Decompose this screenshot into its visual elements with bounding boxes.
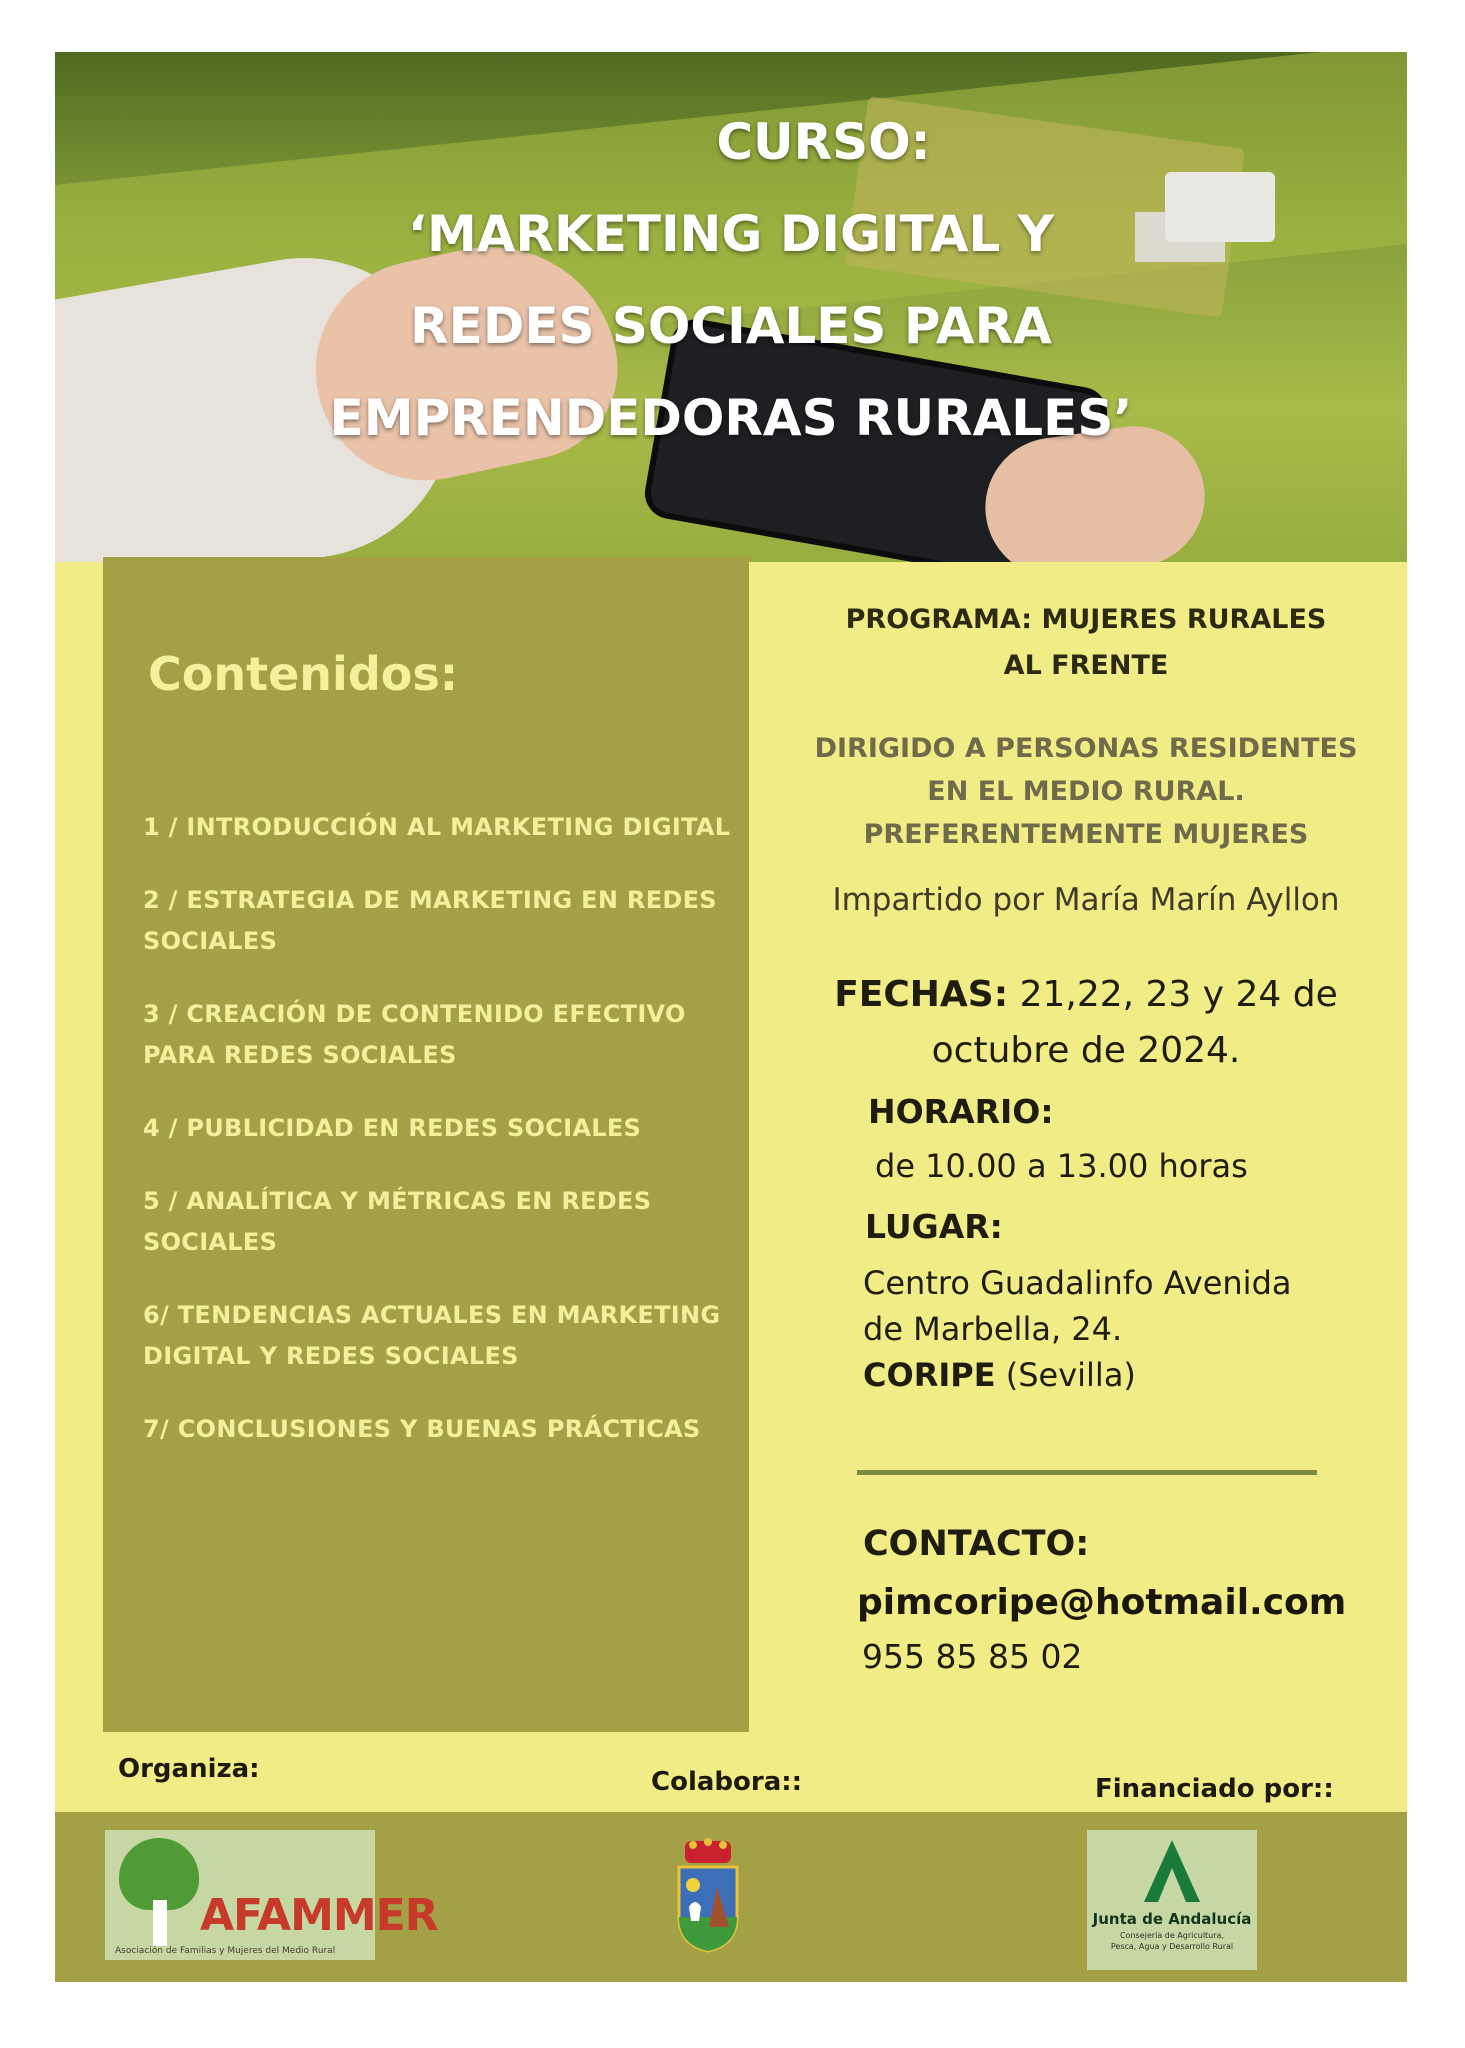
divider — [857, 1470, 1317, 1475]
contents-heading: Contenidos: — [148, 647, 459, 701]
program-name — [765, 597, 1407, 689]
collaborator-label: Colabora:: — [651, 1767, 803, 1797]
contents-item: 1 / INTRODUCCIÓN AL MARKETING DIGITAL — [143, 813, 731, 841]
place-label: LUGAR: — [865, 1207, 1003, 1246]
footer-logos — [55, 1812, 1407, 1982]
tree-trunk — [153, 1900, 167, 1946]
header-photo — [55, 52, 1407, 562]
course-title — [55, 96, 1407, 464]
contents-panel — [103, 557, 749, 1732]
contents-item: 6/ TENDENCIAS ACTUALES EN MARKETING DIGITAL Y REDES SOCIALES — [143, 1301, 721, 1370]
town-name: CORIPE — [863, 1356, 996, 1394]
junta-andalucia-icon — [1142, 1838, 1202, 1904]
contents-item: 3 / CREACIÓN DE CONTENIDO EFECTIVO PARA REDES SOCIALES — [143, 1000, 686, 1069]
schedule-value: de 10.00 a 13.00 horas — [875, 1147, 1248, 1185]
junta-andalucia-name: Junta de Andalucía — [1092, 1910, 1252, 1928]
coripe-coat-of-arms-icon — [673, 1837, 743, 1955]
contents-item: 5 / ANALÍTICA Y MÉTRICAS EN REDES SOCIALES — [143, 1187, 652, 1256]
junta-andalucia-logo — [1087, 1830, 1257, 1970]
audience-line-1: DIRIGIDO A PERSONAS RESIDENTES — [814, 733, 1358, 764]
program-line-2: AL FRENTE — [1003, 650, 1169, 681]
program-line-1: PROGRAMA: MUJERES RURALES — [845, 604, 1327, 635]
audience-line-2: EN EL MEDIO RURAL. — [927, 776, 1245, 807]
funder-label: Financiado por:: — [1095, 1774, 1334, 1804]
organizer-label: Organiza: — [118, 1754, 260, 1784]
contents-item: 7/ CONCLUSIONES Y BUENAS PRÁCTICAS — [143, 1415, 701, 1443]
contact-phone[interactable]: 955 85 85 02 — [862, 1637, 1083, 1676]
title-line-2: ‘MARKETING DIGITAL Y — [408, 205, 1054, 263]
info-column — [765, 557, 1407, 1732]
place-line-2: de Marbella, 24. — [863, 1310, 1123, 1348]
instructor: Impartido por María Marín Ayllon — [832, 882, 1340, 918]
place-line-1: Centro Guadalinfo Avenida — [863, 1264, 1292, 1302]
audience-line-3: PREFERENTEMENTE MUJERES — [863, 819, 1309, 850]
contents-item: 4 / PUBLICIDAD EN REDES SOCIALES — [143, 1114, 642, 1142]
contact-email[interactable]: pimcoripe@hotmail.com — [857, 1582, 1347, 1623]
province-name: (Sevilla) — [1005, 1356, 1136, 1394]
afammer-subtitle: Asociación de Familias y Mujeres del Medio Rural — [115, 1946, 336, 1956]
department-line-1: Consejería de Agricultura, — [1120, 1931, 1224, 1940]
contents-list — [143, 807, 733, 1482]
contact-label: CONTACTO: — [863, 1524, 1090, 1564]
contents-item: 2 / ESTRATEGIA DE MARKETING EN REDES SOCIALES — [143, 886, 717, 955]
target-audience — [765, 727, 1407, 856]
title-line-1: CURSO: — [716, 113, 931, 171]
dates — [765, 967, 1407, 1079]
department-line-2: Pesca, Agua y Desarrollo Rural — [1110, 1942, 1234, 1951]
dates-value-2: octubre de 2024. — [931, 1030, 1241, 1071]
junta-andalucia-department — [1087, 1930, 1257, 1952]
dates-value-1: 21,22, 23 y 24 de — [1019, 974, 1338, 1015]
afammer-wordmark: AFAMMER — [200, 1890, 438, 1941]
poster — [55, 52, 1407, 1982]
afammer-logo — [105, 1830, 438, 1960]
dates-label: FECHAS: — [834, 974, 1009, 1015]
title-line-4: EMPRENDEDORAS RURALES’ — [329, 389, 1133, 447]
title-line-3: REDES SOCIALES PARA — [410, 297, 1052, 355]
place-town — [863, 1352, 1136, 1398]
schedule-label: HORARIO: — [868, 1092, 1054, 1131]
